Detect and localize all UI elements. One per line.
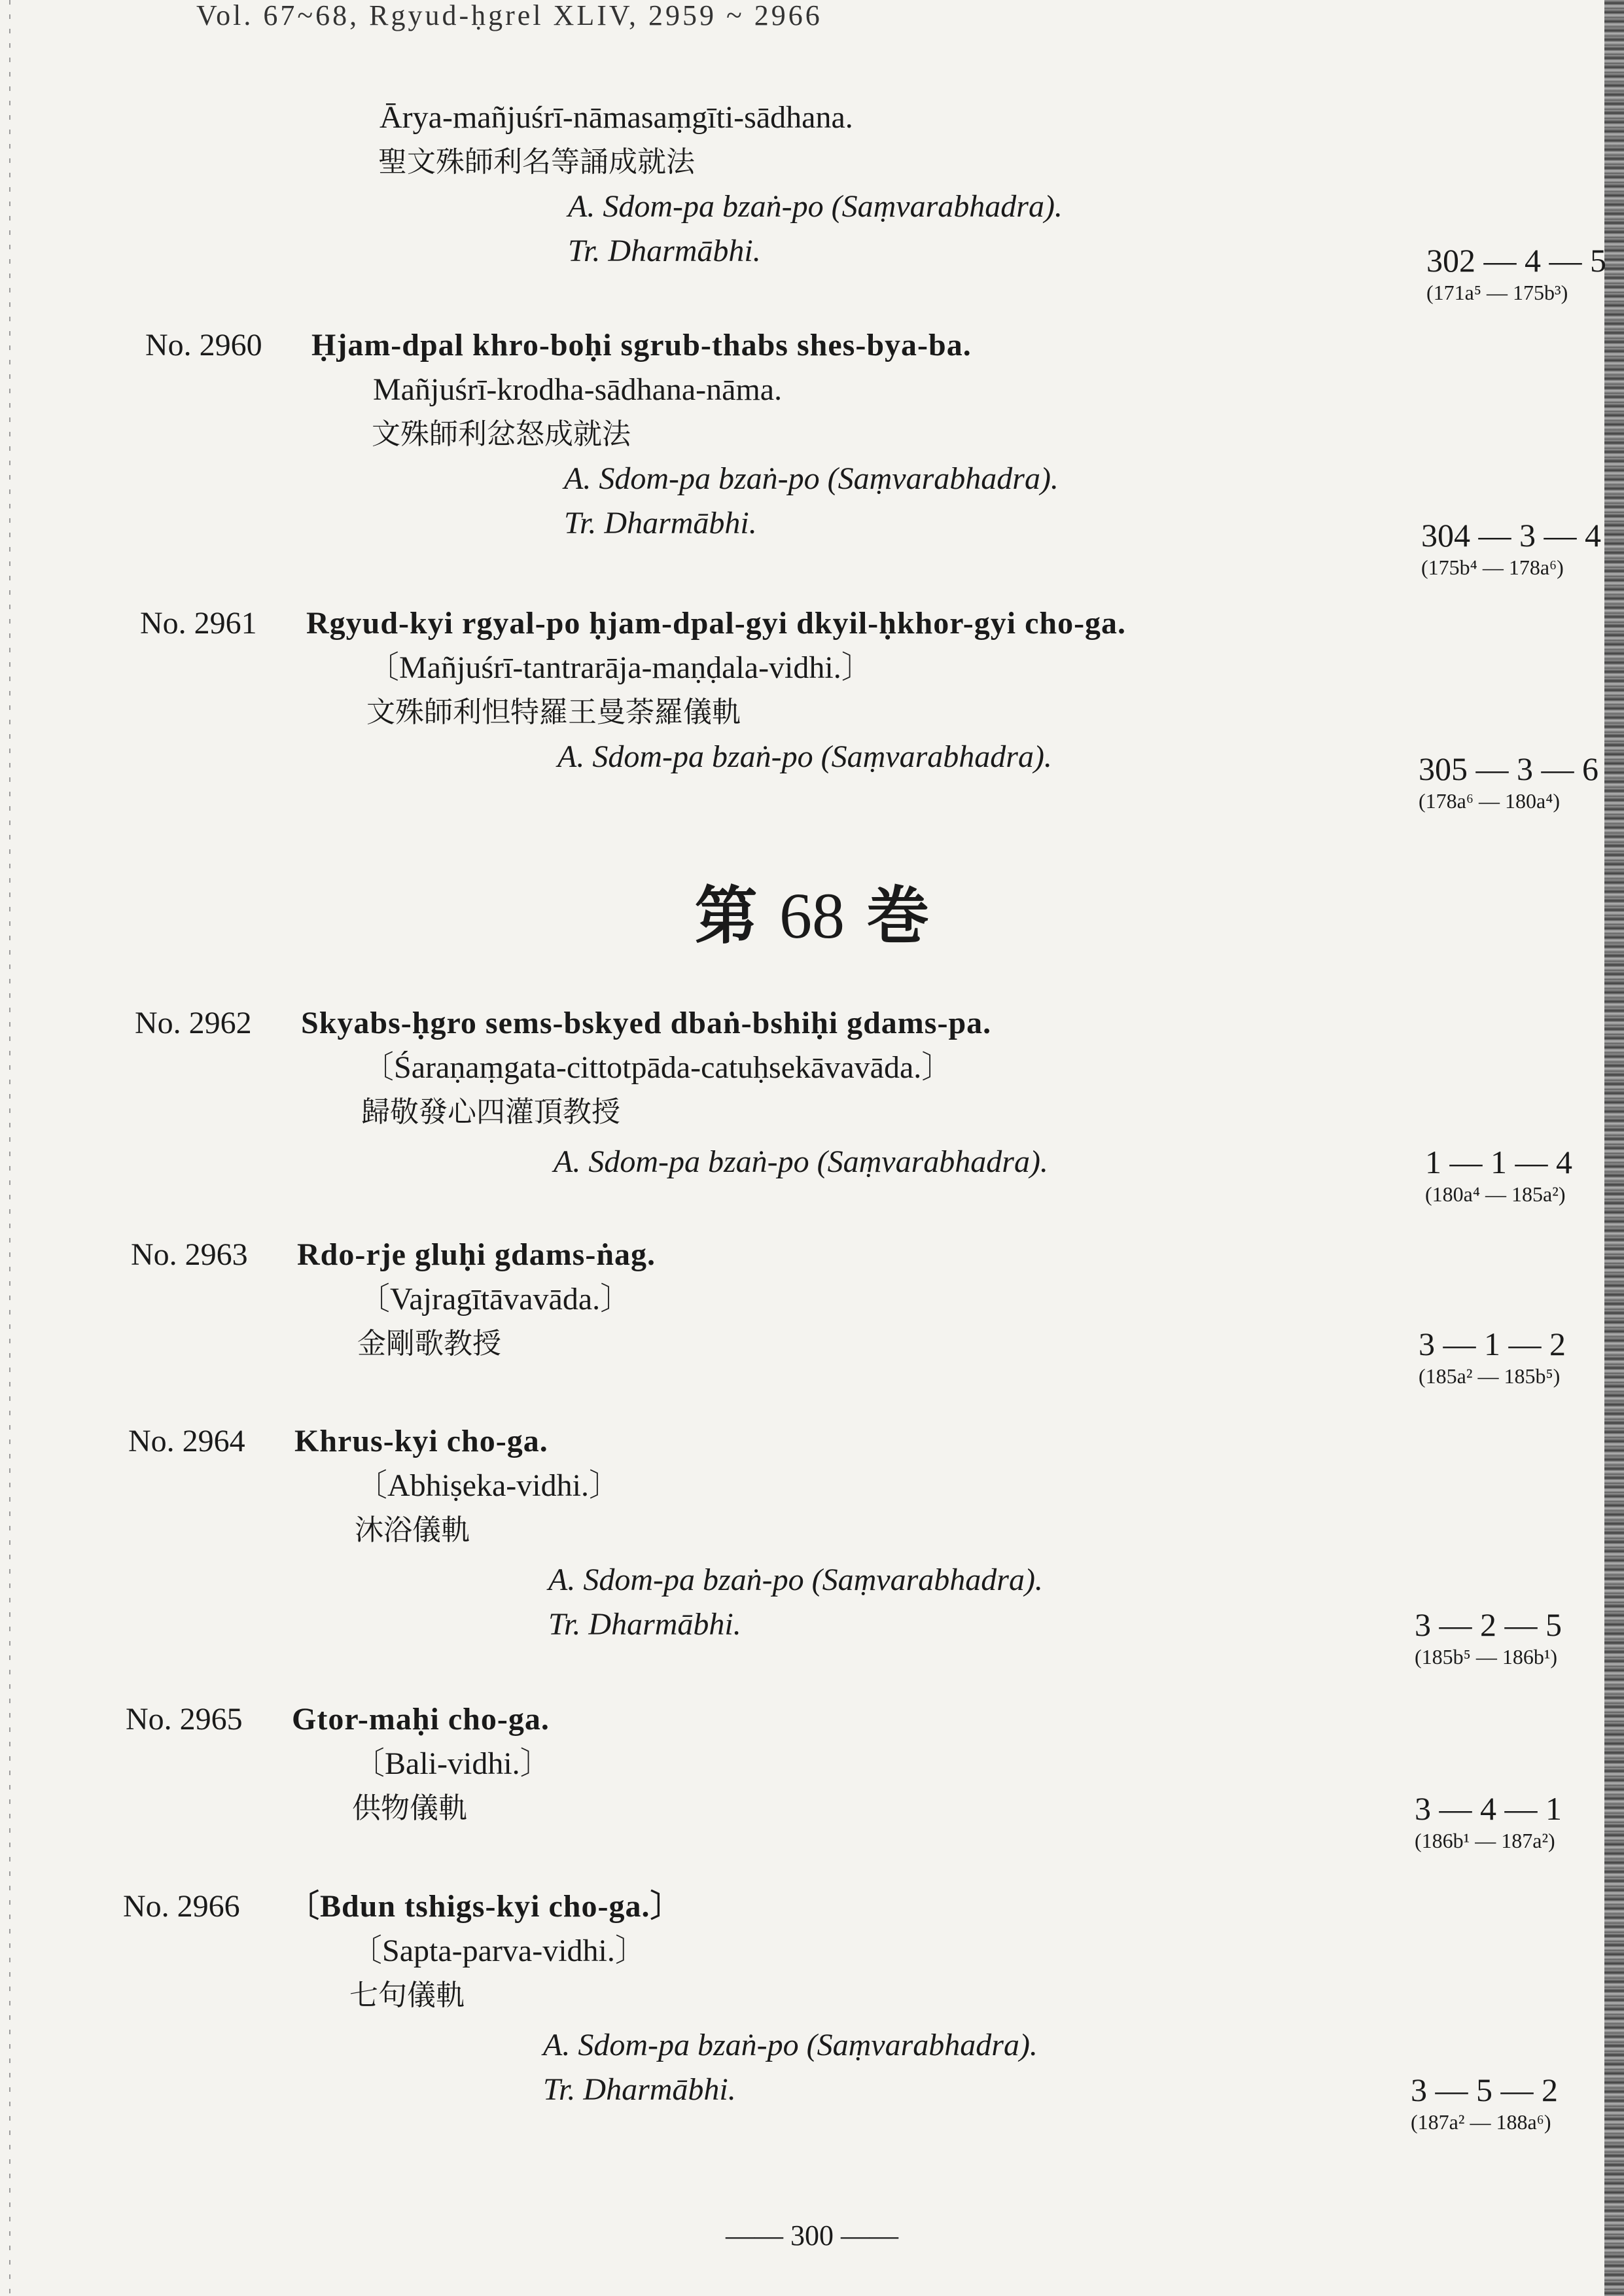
tibetan-title: Ḥjam-dpal khro-boḥi sgrub-thabs shes-bya-ba. — [311, 328, 972, 362]
reference-block — [1425, 1144, 1572, 1207]
page-reference: 302 — 4 — 5 — [1426, 242, 1606, 279]
tibetan-title: 〔Bdun tshigs-kyi cho-ga.〕 — [288, 1889, 682, 1924]
chinese-title: 金剛歌教授 — [357, 1327, 501, 1360]
entry-number: No. 2963 — [131, 1237, 248, 1272]
tibetan-title: Skyabs-ḥgro sems-bskyed dbaṅ-bshiḥi gdams-pa. — [301, 1006, 992, 1040]
chinese-title: 文殊師利怛特羅王曼荼羅儀軌 — [366, 696, 741, 729]
sanskrit-title: Ārya-mañjuśrī-nāmasaṃgīti-sādhana. — [380, 100, 853, 135]
folio-reference: (185a² — 185b⁵) — [1419, 1364, 1561, 1388]
folio-reference: (185b⁵ — 186b¹) — [1415, 1645, 1558, 1669]
entry-number: No. 2961 — [140, 606, 257, 641]
tibetan-title: Rdo-rje gluḥi gdams-ṅag. — [297, 1237, 656, 1272]
entry-number: No. 2965 — [126, 1702, 243, 1737]
reference-block — [1415, 1790, 1562, 1853]
translator-line: Tr. Dharmābhi. — [543, 2072, 736, 2107]
tibetan-title: Gtor-maḥi cho-ga. — [292, 1702, 550, 1737]
reference-block — [1419, 751, 1598, 813]
chinese-title: 聖文殊師利名等誦成就法 — [378, 145, 695, 179]
binding-gutter-marks — [9, 0, 10, 2296]
sanskrit-title: 〔Vajragītāvavāda.〕 — [359, 1282, 632, 1316]
entry-number: No. 2966 — [123, 1889, 240, 1924]
reference-block — [1426, 242, 1606, 305]
chinese-title: 七句儀軌 — [349, 1979, 465, 2012]
chinese-title: 歸敬發心四灌頂教授 — [361, 1095, 620, 1129]
volume-suffix: 巻 — [866, 879, 930, 953]
page-number: —— 300 —— — [726, 2219, 898, 2252]
page-reference: 304 — 3 — 4 — [1421, 517, 1601, 554]
folio-reference: (187a² — 188a⁶) — [1411, 2110, 1551, 2134]
author-line: A. Sdom-pa bzaṅ-po (Saṃvarabhadra). — [557, 739, 1052, 774]
author-line: A. Sdom-pa bzaṅ-po (Saṃvarabhadra). — [568, 189, 1063, 224]
volume-heading — [0, 877, 1624, 955]
folio-reference: (171a⁵ — 175b³) — [1426, 281, 1568, 304]
folio-reference: (180a⁴ — 185a²) — [1425, 1182, 1566, 1206]
page-reference: 3 — 5 — 2 — [1411, 2072, 1558, 2108]
folio-reference: (175b⁴ — 178a⁶) — [1421, 556, 1564, 579]
page-reference: 3 — 1 — 2 — [1419, 1326, 1566, 1362]
chinese-title: 文殊師利忿怒成就法 — [372, 417, 631, 451]
translator-line: Tr. Dharmābhi. — [568, 234, 761, 268]
running-header: Vol. 67~68, Rgyud-ḥgrel XLIV, 2959 ~ 2966 — [196, 0, 822, 31]
author-line: A. Sdom-pa bzaṅ-po (Saṃvarabhadra). — [554, 1144, 1048, 1179]
chinese-title: 供物儀軌 — [352, 1792, 467, 1825]
entry-number: No. 2962 — [135, 1006, 252, 1040]
volume-prefix: 第 — [694, 879, 758, 953]
reference-block — [1419, 1326, 1566, 1388]
entry-number: No. 2960 — [145, 328, 262, 362]
author-line: A. Sdom-pa bzaṅ-po (Saṃvarabhadra). — [548, 1563, 1043, 1597]
page-reference: 3 — 4 — 1 — [1415, 1790, 1562, 1827]
entry-number: No. 2964 — [128, 1424, 245, 1458]
chinese-title: 沐浴儀軌 — [355, 1513, 470, 1547]
page-reference: 305 — 3 — 6 — [1419, 751, 1598, 787]
author-line: A. Sdom-pa bzaṅ-po (Saṃvarabhadra). — [543, 2028, 1038, 2062]
translator-line: Tr. Dharmābhi. — [564, 506, 757, 540]
sanskrit-title: 〔Śaraṇaṃgata-cittotpāda-catuḥsekāvavāda.〕 — [362, 1050, 953, 1085]
sanskrit-title: Mañjuśrī-krodha-sādhana-nāma. — [373, 372, 783, 407]
page-reference: 3 — 2 — 5 — [1415, 1606, 1562, 1643]
reference-block — [1411, 2072, 1558, 2134]
reference-block — [1415, 1606, 1562, 1669]
sanskrit-title: 〔Bali-vidhi.〕 — [353, 1746, 552, 1781]
page-reference: 1 — 1 — 4 — [1425, 1144, 1572, 1180]
sanskrit-title: 〔Sapta-parva-vidhi.〕 — [351, 1934, 646, 1968]
reference-block — [1421, 517, 1601, 580]
tibetan-title: Rgyud-kyi rgyal-po ḥjam-dpal-gyi dkyil-ḥkhor-gyi cho-ga. — [306, 606, 1127, 641]
folio-reference: (178a⁶ — 180a⁴) — [1419, 789, 1561, 813]
page-edge-shadow — [1604, 0, 1624, 2296]
volume-number: 68 — [779, 879, 845, 952]
sanskrit-title: 〔Mañjuśrī-tantrarāja-maṇḍala-vidhi.〕 — [368, 650, 873, 685]
tibetan-title: Khrus-kyi cho-ga. — [294, 1424, 548, 1458]
folio-reference: (186b¹ — 187a²) — [1415, 1829, 1555, 1852]
author-line: A. Sdom-pa bzaṅ-po (Saṃvarabhadra). — [564, 461, 1059, 496]
sanskrit-title: 〔Abhiṣeka-vidhi.〕 — [356, 1468, 620, 1503]
translator-line: Tr. Dharmābhi. — [548, 1607, 741, 1642]
